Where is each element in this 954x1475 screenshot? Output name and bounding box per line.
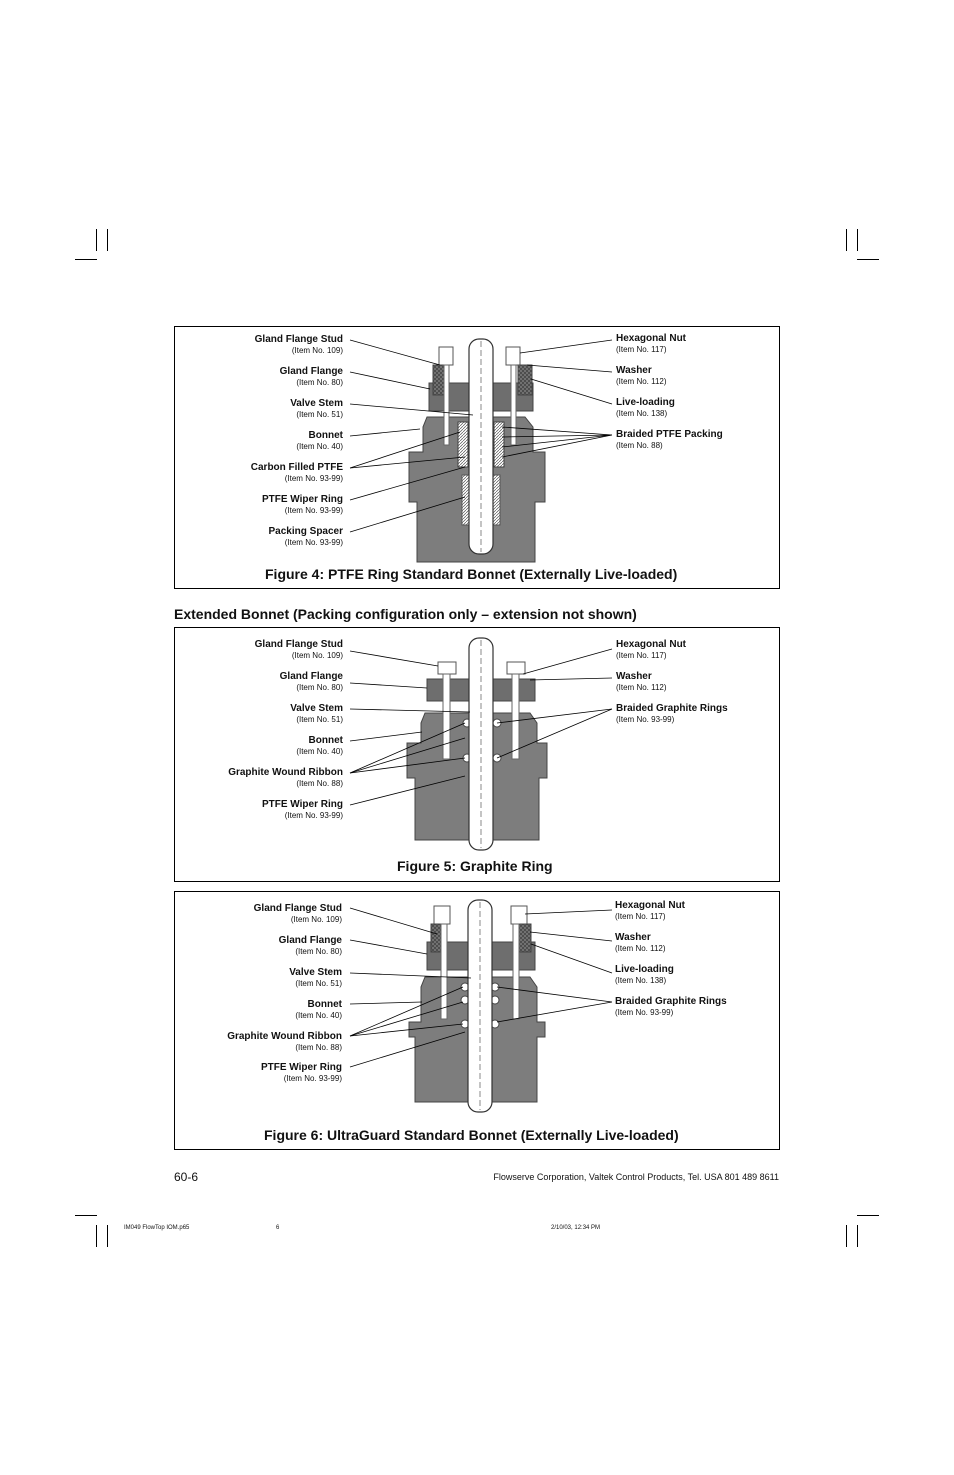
right-label: Hexagonal Nut (Item No. 117) bbox=[616, 639, 687, 660]
figure-4 bbox=[174, 326, 780, 589]
left-label: Packing Spacer (Item No. 93-99) bbox=[268, 526, 343, 547]
section-heading: Extended Bonnet (Packing configuration only – extension not shown) bbox=[174, 606, 637, 622]
left-label: Gland Flange (Item No. 80) bbox=[279, 366, 343, 387]
left-label: Gland Flange Stud (Item No. 109) bbox=[253, 903, 342, 924]
footer-company: Flowserve Corporation, Valtek Control Products, Tel. USA 801 489 8611 bbox=[493, 1172, 779, 1182]
right-label: Hexagonal Nut (Item No. 117) bbox=[615, 900, 686, 921]
right-label: Washer (Item No. 112) bbox=[616, 365, 667, 386]
left-label: Valve Stem (Item No. 51) bbox=[290, 703, 343, 724]
figure-4-drawing bbox=[175, 327, 781, 590]
crop-mark bbox=[846, 1225, 847, 1247]
figure-6 bbox=[174, 891, 780, 1150]
left-label: Bonnet (Item No. 40) bbox=[296, 735, 343, 756]
left-label: Carbon Filled PTFE (Item No. 93-99) bbox=[250, 462, 343, 483]
left-label: Gland Flange (Item No. 80) bbox=[278, 935, 342, 956]
figure-5-drawing bbox=[175, 628, 781, 883]
crop-mark bbox=[107, 1225, 108, 1247]
right-label: Braided Graphite Rings (Item No. 93-99) bbox=[615, 996, 727, 1017]
left-label: Graphite Wound Ribbon (Item No. 88) bbox=[228, 767, 343, 788]
left-label: Gland Flange Stud (Item No. 109) bbox=[254, 334, 343, 355]
figure-6-drawing bbox=[175, 892, 781, 1151]
crop-mark bbox=[107, 229, 108, 251]
right-label: Live-loading (Item No. 138) bbox=[616, 397, 675, 418]
right-label: Braided Graphite Rings (Item No. 93-99) bbox=[616, 703, 728, 724]
slug-date: 2/10/03, 12:34 PM bbox=[551, 1225, 601, 1231]
left-label: PTFE Wiper Ring (Item No. 93-99) bbox=[261, 799, 343, 820]
right-label: Braided PTFE Packing (Item No. 88) bbox=[616, 429, 723, 450]
crop-mark bbox=[857, 259, 879, 260]
crop-mark bbox=[96, 229, 97, 251]
crop-mark bbox=[857, 229, 858, 251]
left-label: PTFE Wiper Ring (Item No. 93-99) bbox=[261, 494, 343, 515]
right-label: Washer (Item No. 112) bbox=[615, 932, 666, 953]
right-label: Live-loading (Item No. 138) bbox=[615, 964, 674, 985]
figure-5 bbox=[174, 627, 780, 882]
left-label: Bonnet (Item No. 40) bbox=[295, 999, 342, 1020]
page-number: 60-6 bbox=[174, 1170, 199, 1184]
crop-mark bbox=[75, 259, 97, 260]
left-label: PTFE Wiper Ring (Item No. 93-99) bbox=[260, 1062, 342, 1083]
left-label: Bonnet (Item No. 40) bbox=[296, 430, 343, 451]
figure-caption: Figure 6: UltraGuard Standard Bonnet (Externally Live-loaded) bbox=[264, 1127, 679, 1143]
figure-caption: Figure 4: PTFE Ring Standard Bonnet (Externally Live-loaded) bbox=[265, 566, 678, 582]
crop-mark bbox=[75, 1215, 97, 1216]
left-label: Gland Flange Stud (Item No. 109) bbox=[254, 639, 343, 660]
figure-caption: Figure 5: Graphite Ring bbox=[397, 858, 553, 874]
right-label: Washer (Item No. 112) bbox=[616, 671, 667, 692]
slug-filename: IM049 FlowTop IOM.p65 bbox=[124, 1225, 190, 1231]
left-label: Gland Flange (Item No. 80) bbox=[279, 671, 343, 692]
right-label: Hexagonal Nut (Item No. 117) bbox=[616, 333, 687, 354]
left-label: Valve Stem (Item No. 51) bbox=[290, 398, 343, 419]
crop-mark bbox=[96, 1225, 97, 1247]
left-label: Valve Stem (Item No. 51) bbox=[289, 967, 342, 988]
left-label: Graphite Wound Ribbon (Item No. 88) bbox=[227, 1031, 342, 1052]
crop-mark bbox=[857, 1215, 879, 1216]
crop-mark bbox=[846, 229, 847, 251]
crop-mark bbox=[857, 1225, 858, 1247]
slug-page: 6 bbox=[276, 1225, 280, 1231]
